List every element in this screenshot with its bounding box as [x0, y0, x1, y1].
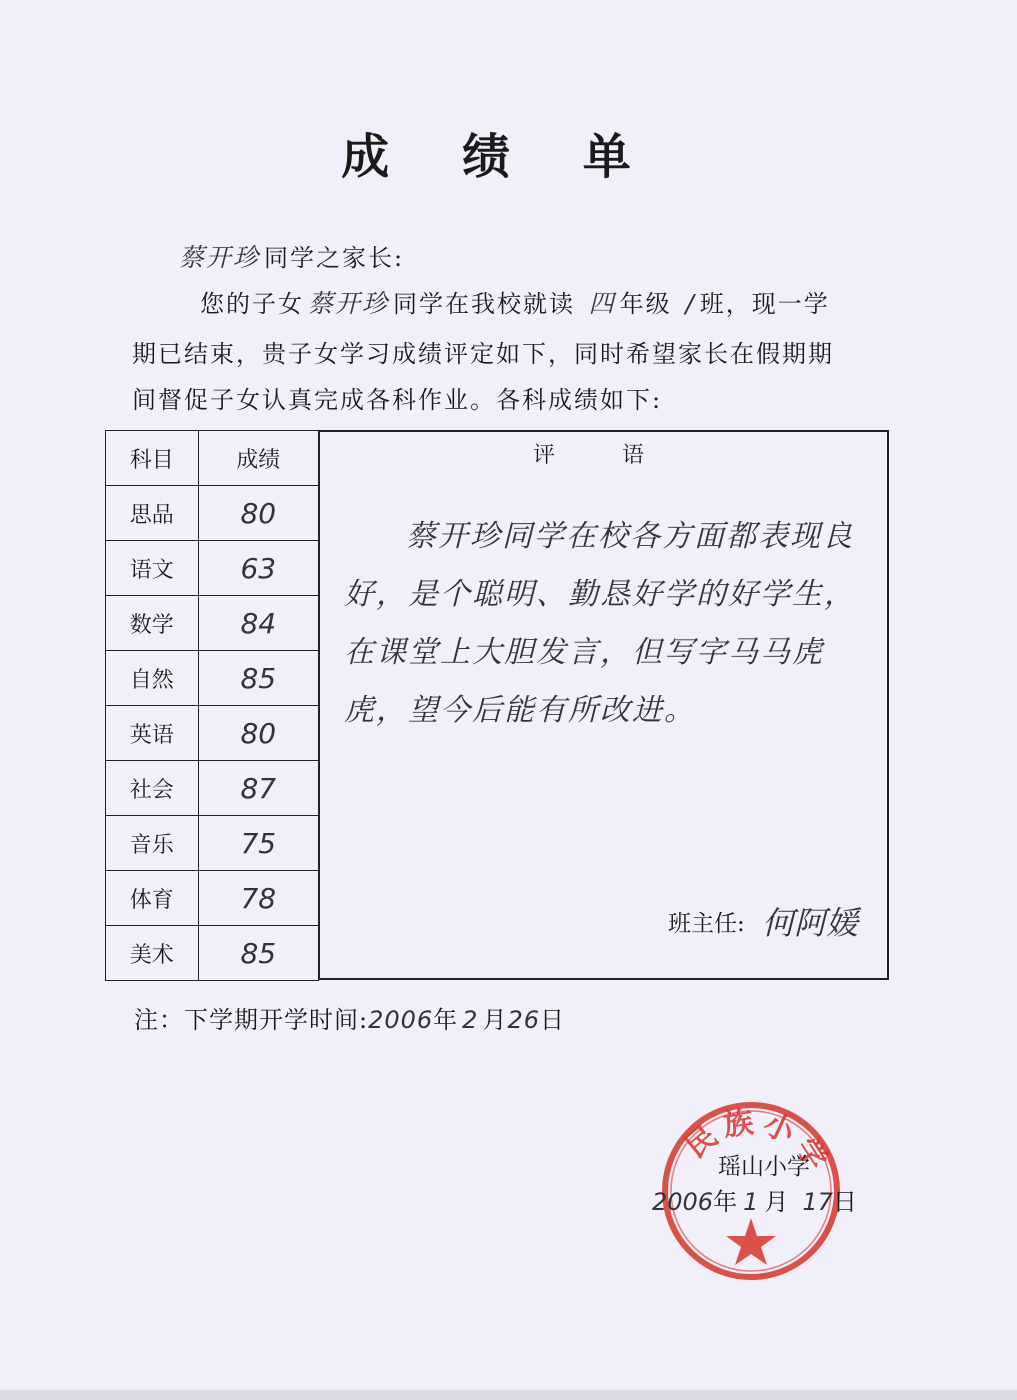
subject-cell: 体育: [106, 871, 199, 926]
comment-header: 评 语: [533, 443, 674, 468]
subject-cell: 美术: [106, 926, 199, 981]
score-row: [106, 926, 319, 981]
score-cell: 87: [198, 761, 318, 816]
score-cell: 78: [198, 871, 318, 926]
subject-cell: 音乐: [106, 816, 199, 871]
scan-edge: [0, 1390, 1017, 1400]
header-score: 成绩: [198, 431, 318, 486]
subject-cell: 数学: [106, 596, 199, 651]
score-cell: 85: [198, 926, 318, 981]
score-table-wrapper: [105, 430, 319, 981]
score-row: [106, 651, 319, 706]
student-name-handwritten: 蔡开珍: [179, 243, 261, 272]
intro-suffix: 班，现一学: [699, 290, 830, 318]
issue-year: 2006: [652, 1188, 714, 1216]
intro-line-4: 间督促子女认真完成各科作业。各科成绩如下:: [132, 386, 663, 414]
student-name-handwritten-2: 蔡开珍: [308, 289, 390, 318]
issue-month: 1: [743, 1188, 759, 1216]
score-row: [106, 486, 319, 541]
subject-cell: 自然: [106, 651, 199, 706]
school-name: 瑶山小学: [718, 1154, 810, 1180]
next-term-note: [134, 1000, 565, 1035]
grade-suffix: 年级: [619, 290, 672, 318]
teacher-signature: 何阿媛: [762, 904, 859, 942]
score-cell: 75: [198, 816, 318, 871]
grade-handwritten: 四: [588, 289, 616, 318]
note-day-unit: 日: [540, 1006, 565, 1034]
intro-line-3: 期已结束，贵子女学习成绩评定如下，同时希望家长在假期期: [132, 340, 834, 368]
score-cell: 63: [198, 541, 318, 596]
seal-text: 民族小学: [678, 1104, 838, 1182]
note-label: 注：下学期开学时间:: [134, 1006, 369, 1034]
issue-day-unit: 日: [832, 1188, 857, 1216]
issue-year-unit: 年: [713, 1188, 738, 1216]
score-cell: 84: [198, 596, 318, 651]
subject-cell: 社会: [106, 761, 199, 816]
issue-date: [652, 1182, 857, 1217]
note-year-unit: 年: [433, 1006, 459, 1034]
score-cell: 80: [198, 486, 318, 541]
score-row: [106, 541, 319, 596]
page-title: 成 绩 单: [341, 129, 659, 185]
teacher-label: 班主任:: [668, 911, 745, 937]
note-month-unit: 月: [482, 1006, 508, 1034]
issue-day: 17: [802, 1188, 833, 1216]
score-table: [105, 430, 319, 981]
score-table-header: [106, 431, 319, 486]
score-row: [106, 816, 319, 871]
score-row: [106, 706, 319, 761]
greeting-line: [175, 238, 404, 274]
header-subject: 科目: [106, 431, 199, 486]
score-cell: 80: [198, 706, 318, 761]
comment-text: 蔡开珍同学在校各方面都表现良好，是个聪明、勤恳好学的好学生，在课堂上大胆发言，但写字马马虎虎，望今后能有所改进。: [344, 519, 856, 728]
note-day: 26: [507, 1006, 540, 1034]
greeting-suffix: 同学之家长:: [264, 244, 405, 272]
note-year: 2006: [368, 1006, 434, 1034]
subject-cell: 思品: [106, 486, 199, 541]
subject-cell: 语文: [106, 541, 199, 596]
intro-line: [200, 284, 830, 320]
score-rows: [106, 486, 319, 981]
intro-prefix: 您的子女: [200, 290, 304, 318]
issue-month-unit: 月: [764, 1188, 789, 1216]
score-cell: 85: [198, 651, 318, 706]
score-row: [106, 761, 319, 816]
note-month: 2: [462, 1006, 479, 1034]
score-row: [106, 596, 319, 651]
class-handwritten: /: [685, 289, 696, 318]
intro-mid: 同学在我校就读: [393, 290, 576, 318]
score-row: [106, 871, 319, 926]
subject-cell: 英语: [106, 706, 199, 761]
